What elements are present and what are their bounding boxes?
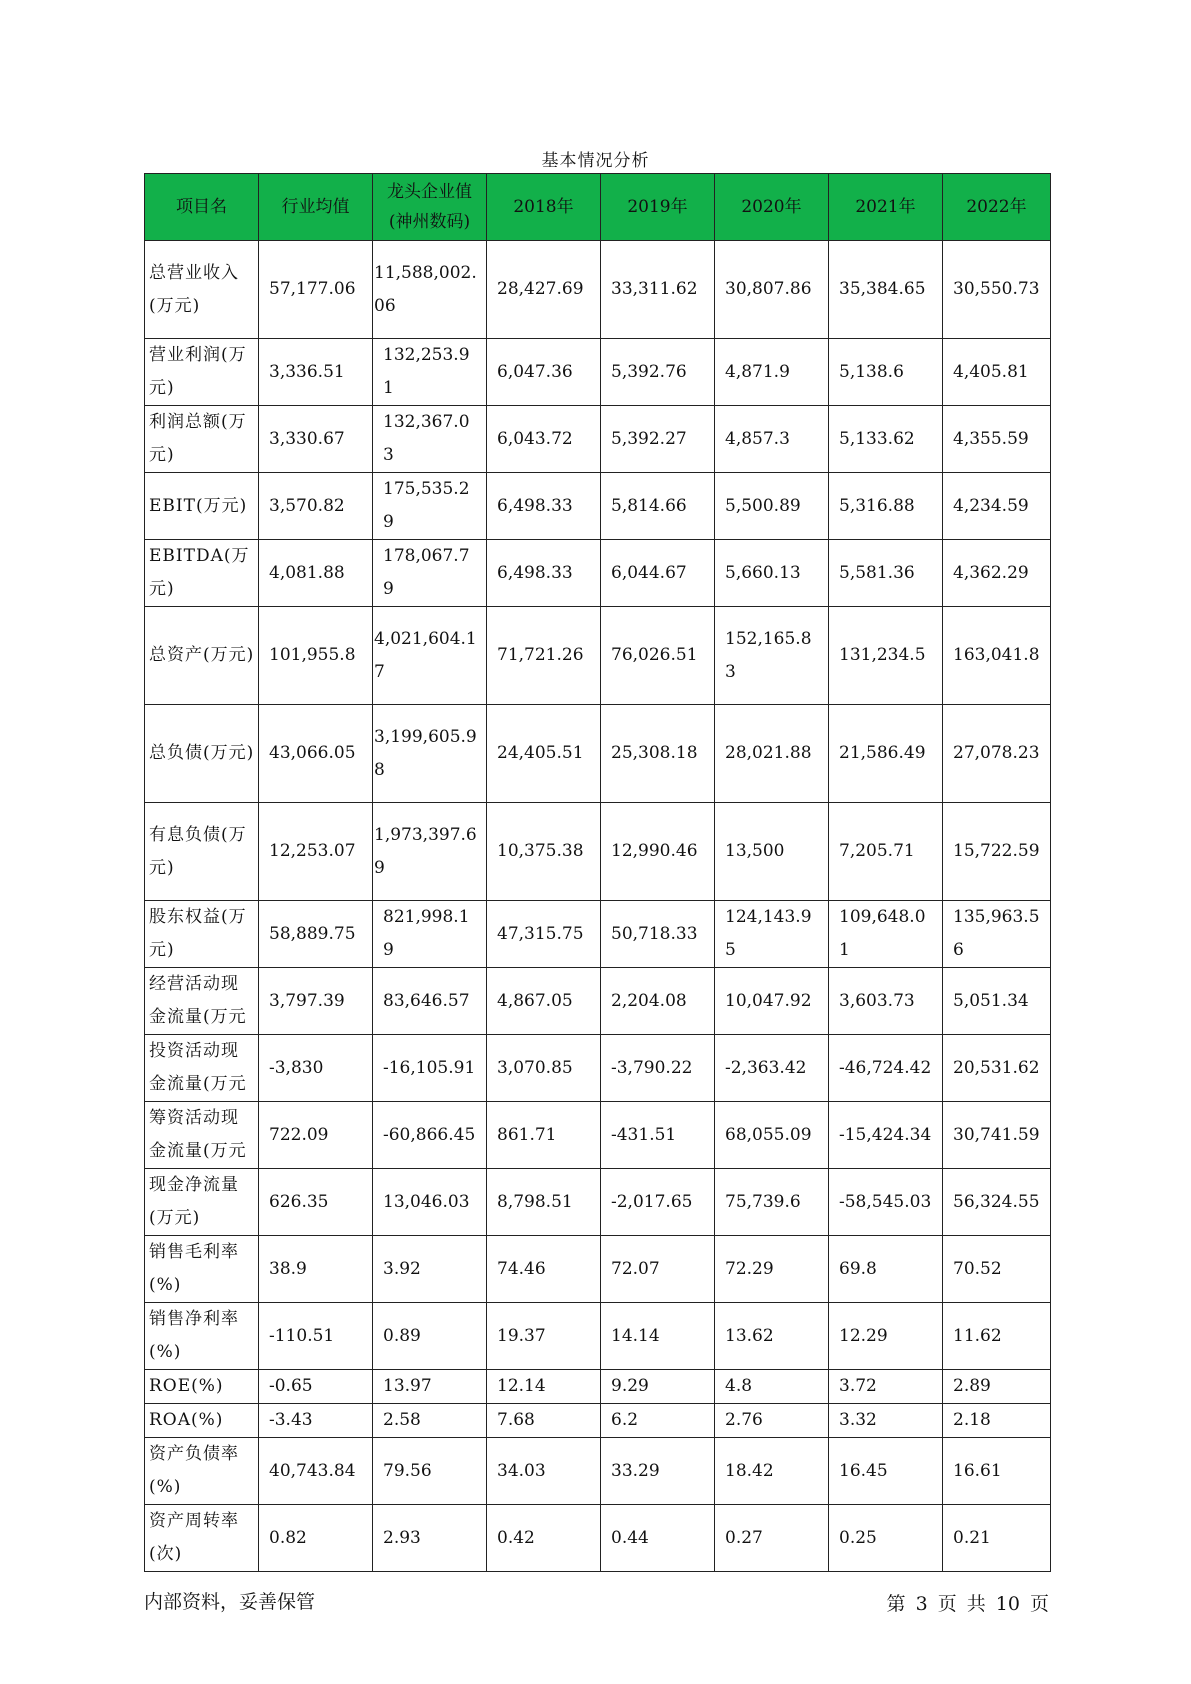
value-cell: 43,066.05	[259, 705, 373, 803]
row-label: 销售净利率(%)	[145, 1303, 259, 1370]
value-cell: 0.89	[373, 1303, 487, 1370]
value-cell: 11,588,002.06	[373, 241, 487, 339]
value-cell: 2.76	[715, 1404, 829, 1438]
header-cell: 项目名	[145, 174, 259, 241]
value-cell: 152,165.83	[715, 607, 829, 705]
value-cell: 28,021.88	[715, 705, 829, 803]
row-label: 资产周转率(次)	[145, 1505, 259, 1572]
value-cell: 47,315.75	[487, 901, 601, 968]
table-row	[145, 1404, 1051, 1438]
value-cell: 27,078.23	[943, 705, 1051, 803]
table-row	[145, 1438, 1051, 1505]
value-cell: 4,871.9	[715, 339, 829, 406]
value-cell: 30,807.86	[715, 241, 829, 339]
value-cell: 50,718.33	[601, 901, 715, 968]
row-label: EBIT(万元)	[145, 473, 259, 540]
row-label: 利润总额(万元)	[145, 406, 259, 473]
row-label: 投资活动现金流量(万元	[145, 1035, 259, 1102]
value-cell: 76,026.51	[601, 607, 715, 705]
value-cell: 5,051.34	[943, 968, 1051, 1035]
row-label: 经营活动现金流量(万元	[145, 968, 259, 1035]
row-label: 有息负债(万元)	[145, 803, 259, 901]
value-cell: 10,047.92	[715, 968, 829, 1035]
value-cell: 68,055.09	[715, 1102, 829, 1169]
value-cell: 0.44	[601, 1505, 715, 1572]
value-cell: 2.93	[373, 1505, 487, 1572]
value-cell: 58,889.75	[259, 901, 373, 968]
value-cell: -46,724.42	[829, 1035, 943, 1102]
value-cell: 16.45	[829, 1438, 943, 1505]
value-cell: 28,427.69	[487, 241, 601, 339]
header-cell: 行业均值	[259, 174, 373, 241]
value-cell: 3,070.85	[487, 1035, 601, 1102]
value-cell: 4,234.59	[943, 473, 1051, 540]
value-cell: 0.42	[487, 1505, 601, 1572]
value-cell: 74.46	[487, 1236, 601, 1303]
value-cell: 5,581.36	[829, 540, 943, 607]
value-cell: 70.52	[943, 1236, 1051, 1303]
value-cell: 12,253.07	[259, 803, 373, 901]
value-cell: 3,603.73	[829, 968, 943, 1035]
value-cell: 5,138.6	[829, 339, 943, 406]
value-cell: 7,205.71	[829, 803, 943, 901]
value-cell: 71,721.26	[487, 607, 601, 705]
value-cell: 132,253.91	[373, 339, 487, 406]
value-cell: 11.62	[943, 1303, 1051, 1370]
footer-page-number: 第 3 页 共 10 页	[886, 1593, 1049, 1615]
value-cell: 56,324.55	[943, 1169, 1051, 1236]
value-cell: -3,830	[259, 1035, 373, 1102]
row-label: 股东权益(万元)	[145, 901, 259, 968]
table-header-row	[145, 174, 1051, 241]
value-cell: 4.8	[715, 1370, 829, 1404]
value-cell: -110.51	[259, 1303, 373, 1370]
value-cell: 6,044.67	[601, 540, 715, 607]
value-cell: -3.43	[259, 1404, 373, 1438]
value-cell: 13.97	[373, 1370, 487, 1404]
value-cell: 6,043.72	[487, 406, 601, 473]
value-cell: 101,955.8	[259, 607, 373, 705]
value-cell: 3,797.39	[259, 968, 373, 1035]
value-cell: -15,424.34	[829, 1102, 943, 1169]
row-label: 资产负债率(%)	[145, 1438, 259, 1505]
value-cell: 3.72	[829, 1370, 943, 1404]
value-cell: 21,586.49	[829, 705, 943, 803]
value-cell: 16.61	[943, 1438, 1051, 1505]
value-cell: 2.18	[943, 1404, 1051, 1438]
row-label: 筹资活动现金流量(万元	[145, 1102, 259, 1169]
table-row	[145, 968, 1051, 1035]
value-cell: 40,743.84	[259, 1438, 373, 1505]
value-cell: 25,308.18	[601, 705, 715, 803]
value-cell: 72.07	[601, 1236, 715, 1303]
value-cell: 10,375.38	[487, 803, 601, 901]
value-cell: 8,798.51	[487, 1169, 601, 1236]
value-cell: 3.92	[373, 1236, 487, 1303]
value-cell: 83,646.57	[373, 968, 487, 1035]
footer-confidential: 内部资料，妥善保管	[144, 1591, 316, 1613]
value-cell: 5,392.27	[601, 406, 715, 473]
table-row	[145, 241, 1051, 339]
value-cell: 132,367.03	[373, 406, 487, 473]
value-cell: 6.2	[601, 1404, 715, 1438]
value-cell: 12.29	[829, 1303, 943, 1370]
value-cell: 13,500	[715, 803, 829, 901]
value-cell: 4,867.05	[487, 968, 601, 1035]
value-cell: 9.29	[601, 1370, 715, 1404]
table-row	[145, 540, 1051, 607]
value-cell: 4,021,604.17	[373, 607, 487, 705]
value-cell: 3,199,605.98	[373, 705, 487, 803]
value-cell: -58,545.03	[829, 1169, 943, 1236]
value-cell: 30,741.59	[943, 1102, 1051, 1169]
header-cell: 2021年	[829, 174, 943, 241]
table-row	[145, 1169, 1051, 1236]
table-row	[145, 339, 1051, 406]
value-cell: 19.37	[487, 1303, 601, 1370]
value-cell: 15,722.59	[943, 803, 1051, 901]
value-cell: 3,330.67	[259, 406, 373, 473]
row-label: 总营业收入(万元)	[145, 241, 259, 339]
value-cell: 861.71	[487, 1102, 601, 1169]
value-cell: 0.82	[259, 1505, 373, 1572]
value-cell: 5,814.66	[601, 473, 715, 540]
value-cell: 722.09	[259, 1102, 373, 1169]
row-label: ROA(%)	[145, 1404, 259, 1438]
value-cell: 626.35	[259, 1169, 373, 1236]
value-cell: 69.8	[829, 1236, 943, 1303]
value-cell: -431.51	[601, 1102, 715, 1169]
row-label: 总负债(万元)	[145, 705, 259, 803]
value-cell: 18.42	[715, 1438, 829, 1505]
value-cell: 178,067.79	[373, 540, 487, 607]
value-cell: 75,739.6	[715, 1169, 829, 1236]
value-cell: 3,570.82	[259, 473, 373, 540]
value-cell: 13.62	[715, 1303, 829, 1370]
value-cell: 4,362.29	[943, 540, 1051, 607]
value-cell: 175,535.29	[373, 473, 487, 540]
row-label: ROE(%)	[145, 1370, 259, 1404]
value-cell: 4,081.88	[259, 540, 373, 607]
value-cell: -60,866.45	[373, 1102, 487, 1169]
value-cell: 5,133.62	[829, 406, 943, 473]
table-caption: 基本情况分析	[541, 151, 650, 171]
value-cell: 6,498.33	[487, 540, 601, 607]
value-cell: 4,405.81	[943, 339, 1051, 406]
value-cell: 3,336.51	[259, 339, 373, 406]
value-cell: 0.27	[715, 1505, 829, 1572]
table-row	[145, 1236, 1051, 1303]
financial-table	[144, 173, 1051, 1572]
row-label: 销售毛利率(%)	[145, 1236, 259, 1303]
value-cell: 5,392.76	[601, 339, 715, 406]
value-cell: 7.68	[487, 1404, 601, 1438]
value-cell: 2.89	[943, 1370, 1051, 1404]
value-cell: 5,660.13	[715, 540, 829, 607]
value-cell: 124,143.95	[715, 901, 829, 968]
value-cell: 109,648.01	[829, 901, 943, 968]
row-label: EBITDA(万元)	[145, 540, 259, 607]
value-cell: -16,105.91	[373, 1035, 487, 1102]
row-label: 总资产(万元)	[145, 607, 259, 705]
value-cell: 0.25	[829, 1505, 943, 1572]
value-cell: 6,047.36	[487, 339, 601, 406]
table-row	[145, 607, 1051, 705]
table-row	[145, 1102, 1051, 1169]
value-cell: -2,363.42	[715, 1035, 829, 1102]
table-body	[145, 241, 1051, 1572]
value-cell: 12,990.46	[601, 803, 715, 901]
table-row	[145, 901, 1051, 968]
header-cell: 2019年	[601, 174, 715, 241]
value-cell: 2,204.08	[601, 968, 715, 1035]
header-cell: 2018年	[487, 174, 601, 241]
value-cell: 135,963.56	[943, 901, 1051, 968]
value-cell: 4,355.59	[943, 406, 1051, 473]
table-row	[145, 406, 1051, 473]
table-row	[145, 1035, 1051, 1102]
value-cell: -3,790.22	[601, 1035, 715, 1102]
value-cell: 38.9	[259, 1236, 373, 1303]
value-cell: -2,017.65	[601, 1169, 715, 1236]
row-label: 营业利润(万元)	[145, 339, 259, 406]
value-cell: 5,500.89	[715, 473, 829, 540]
value-cell: 2.58	[373, 1404, 487, 1438]
value-cell: 5,316.88	[829, 473, 943, 540]
value-cell: 3.32	[829, 1404, 943, 1438]
value-cell: 34.03	[487, 1438, 601, 1505]
table-row	[145, 1303, 1051, 1370]
value-cell: 57,177.06	[259, 241, 373, 339]
table-row	[145, 705, 1051, 803]
header-cell: 2022年	[943, 174, 1051, 241]
value-cell: 24,405.51	[487, 705, 601, 803]
value-cell: 14.14	[601, 1303, 715, 1370]
header-cell: 2020年	[715, 174, 829, 241]
value-cell: 13,046.03	[373, 1169, 487, 1236]
table-row	[145, 1370, 1051, 1404]
value-cell: 1,973,397.69	[373, 803, 487, 901]
row-label: 现金净流量(万元)	[145, 1169, 259, 1236]
value-cell: 821,998.19	[373, 901, 487, 968]
value-cell: 12.14	[487, 1370, 601, 1404]
value-cell: -0.65	[259, 1370, 373, 1404]
header-cell: 龙头企业值(神州数码)	[373, 174, 487, 241]
value-cell: 79.56	[373, 1438, 487, 1505]
value-cell: 30,550.73	[943, 241, 1051, 339]
value-cell: 72.29	[715, 1236, 829, 1303]
value-cell: 33.29	[601, 1438, 715, 1505]
value-cell: 6,498.33	[487, 473, 601, 540]
value-cell: 131,234.5	[829, 607, 943, 705]
value-cell: 4,857.3	[715, 406, 829, 473]
value-cell: 35,384.65	[829, 241, 943, 339]
table-row	[145, 473, 1051, 540]
value-cell: 0.21	[943, 1505, 1051, 1572]
value-cell: 20,531.62	[943, 1035, 1051, 1102]
table-row	[145, 803, 1051, 901]
value-cell: 163,041.8	[943, 607, 1051, 705]
table-row	[145, 1505, 1051, 1572]
value-cell: 33,311.62	[601, 241, 715, 339]
